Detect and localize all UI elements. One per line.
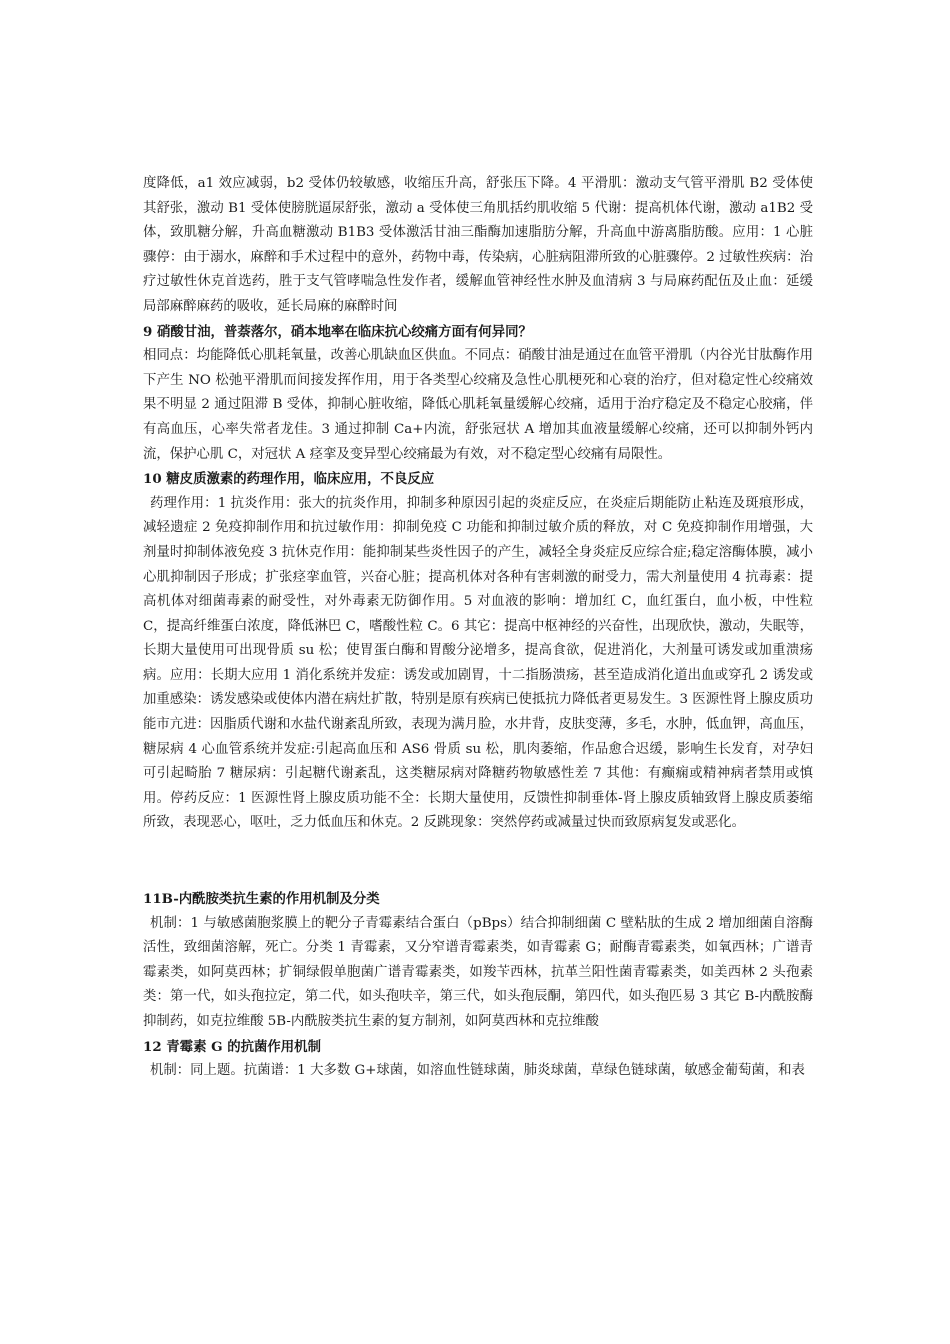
heading-q11: 11B-内酰胺类抗生素的作用机制及分类 — [143, 891, 380, 908]
paragraph-adrenaline-effects: 度降低，a1 效应减弱，b2 受体仍较敏感，收缩压升高，舒张压下降。4 平滑肌：激动支气管平滑肌 B2 受体使其舒张，激动 B1 受体使膀胱逼尿舒张，激动 a 受体使三角肌括约肌收缩 5 代谢：提高机体代谢，激动 a1B2 受体，致肌糖分解，升高血糖激动 B1B3 受体激活甘油三酯酶加速脂肪分解，升高血中游离脂肪酸。应用：1 心脏骤停：由于溺水，麻醉和手术过程中的意外，药物中毒，传染病，心脏病阻滞所致的心脏骤停。2 过敏性疾病：治疗过敏性休克首选药，胜于支气管哮喘急性发作者，缓解血管神经性水肿及血清病 3 与局麻药配伍及止血：延缓局部麻醉麻药的吸收，延长局麻的麻醉时间 — [143, 176, 813, 314]
paragraph-q11-answer: 机制：1 与敏感菌胞浆膜上的靶分子青霉素结合蛋白（pBps）结合抑制细菌 C 壁粘肽的生成 2 增加细菌自溶酶活性，致细菌溶解，死亡。分类 1 青霉素，又分窄谱青霉素类，如青霉素 G；耐酶青霉素类，如氧西林；广谱青霉素类，如阿莫西林；扩铜绿假单胞菌广谱青霉素类，如羧苄西林，抗革兰阳性菌青霉素类，如美西林 2 头孢素类：第一代，如头孢拉定，第二代，如头孢呋辛，第三代，如头孢辰酮，第四代，如头孢匹易 3 其它 B-内酰胺酶抑制药，如克拉维酸 5B-内酰胺类抗生素的复方制剂，如阿莫西林和克拉维酸 — [143, 915, 813, 1029]
paragraph-q9-answer: 相同点：均能降低心肌耗氧量，改善心肌缺血区供血。不同点：硝酸甘油是通过在血管平滑肌（内谷光甘肽酶作用下产生 NO 松弛平滑肌而间接发挥作用，用于各类型心绞痛及急性心肌梗死和心衰的治疗，但对稳定性心绞痛效果不明显 2 通过阻滞 B 受体，抑制心脏收缩，降低心肌耗氧量缓解心绞痛，适用于治疗稳定及不稳定心胶痛，伴有高血压，心率失常者龙佳。3 通过抑制 Ca+内流，舒张冠状 A 增加其血液量缓解心绞痛，还可以抑制外钙内流，保护心肌 C，对冠状 A 痉挛及变异型心绞痛最为有效，对不稳定型心绞痛有局限性。 — [143, 348, 813, 462]
document-body — [143, 172, 813, 1084]
paragraph-q12-answer: 机制：同上题。抗菌谱：1 大多数 G+球菌，如溶血性链球菌，肺炎球菌，草绿色链球菌，敏感金葡萄菌，和表 — [150, 1063, 805, 1079]
section-spacer — [143, 836, 813, 887]
heading-q9: 9 硝酸甘油，普萘落尔，硝本地率在临床抗心绞痛方面有何异同？ — [143, 323, 532, 340]
heading-q10: 10 糖皮质激素的药理作用，临床应用，不良反应 — [143, 471, 435, 488]
paragraph-q10-answer: 药理作用：1 抗炎作用：张大的抗炎作用，抑制多种原因引起的炎症反应，在炎症后期能防止粘连及斑痕形成，减轻遗症 2 免疫抑制作用和抗过敏作用：抑制免疫 C 功能和抑制过敏介质的释放，对 C 免疫抑制作用增强，大剂量时抑制体液免疫 3 抗休克作用：能抑制某些炎性因子的产生，减轻全身炎症反应综合症;稳定溶酶体膜，减小心肌抑制因子形成；扩张痉挛血管，兴奋心脏；提高机体对各种有害刺激的耐受力，需大剂量使用 4 抗毒素：提高机体对细菌毒素的耐受性，对外毒素无防御作用。5 对血液的影响：增加红 C，血红蛋白，血小板，中性粒 C，提高纤维蛋白浓度，降低淋巴 C，嗜酸性粒 C。6 其它：提高中枢神经的兴奋性，出现欣快，激动，失眠等，长期大量使用可出现骨质 su 松；使胃蛋白酶和胃酸分泌增多，提高食欲，促进消化，大剂量可诱发或加重溃疡病。应用：长期大应用 1 消化系统并发症：诱发或加剧胃，十二指肠溃疡，甚至造成消化道出血或穿孔 2 诱发或加重感染：诱发感染或使体内潜在病灶扩散，特别是原有疾病已使抵抗力降低者更易发生。3 医源性肾上腺皮质功能市亢进：因脂质代谢和水盐代谢紊乱所致，表现为满月脸，水井背，皮肤变薄，多毛，水肿，低血钾，高血压，糖尿病 4 心血管系统并发症:引起高血压和 AS6 骨质 su 松，肌肉萎缩，作品愈合迟缓，影响生长发育，对孕妇可引起畸胎 7 糖尿病：引起糖代谢紊乱，这类糖尿病对降糖药物敏感性差 7 其他：有癫痫或精神病者禁用或慎用。停药反应：1 医源性肾上腺皮质功能不全：长期大量使用，反馈性抑制垂体-肾上腺皮质轴致肾上腺皮质萎缩所致，表现恶心，呕吐，乏力低血压和休克。2 反跳现象：突然停药或减量过快而致原病复发或恶化。 — [143, 495, 813, 831]
heading-q12: 12 青霉素 G 的抗菌作用机制 — [143, 1038, 321, 1055]
